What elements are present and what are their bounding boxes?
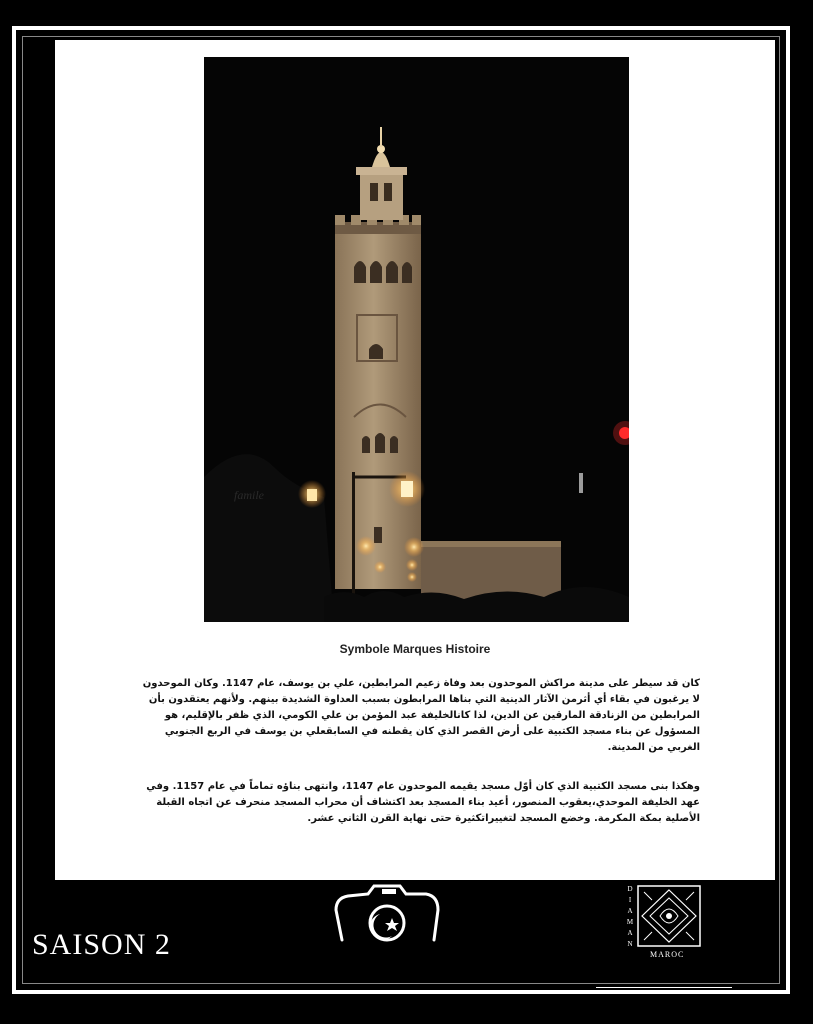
logo-letter: I [628,896,632,904]
logo-underline [596,987,732,988]
logo-letter: A [627,907,633,915]
logo-letter: A [627,929,633,937]
diamant-maroc-logo-icon [622,884,706,960]
paragraph-2: وهكذا بنى مسجد الكتبية الذي كان أوّل مسجد يقيمه الموحدون عام 1147، وانتهى بناؤه تماماً في عام 1157. وفي عهد الخليفة الموحدي،يعقوب المنصور، أعيد بناء المسجد بعد اكتشاف أن محراب المسجد منحرف عن اتجاه القبلة الأصلية بمكة المكرمة. وخضع المسجد لتغييراتكثيرة حتى نهاية القرن الثاني عشر. [146,781,700,824]
logo-word-maroc: MAROC [650,950,685,959]
paragraph-1: كان قد سيطر على مدينة مراكش الموحدون بعد وفاة زعيم المرابطين، علي بن يوسف، عام 1147. وكان الموحدون لا يرغبون في بقاء أي أثرمن الآثار الدينية التي بناها المرابطون بسبب العداوة الشديدة بينهم. ولأنهم يعتقدون بأن المرابطين من الزنادقة المارقين عن الدين، لذا كانالخليفة عبد المؤمن بن علي الكومي، الذي ظفر بالإقليم، هو المسؤول عن بناء مسجد الكتبية على أرض القصر الذي كان يقطنه في السابقعلي بن يوسف في الربع الجنوبي الغربي من المدينة. [142,678,700,753]
logo-letter: D [627,885,633,893]
logo-letter: N [627,940,633,948]
photo-watermark: famile [234,488,264,502]
camera-crescent-star-icon [330,880,442,950]
season-label: SAISON 2 [32,928,171,961]
logo-letter: M [626,918,634,926]
document-page [55,40,775,880]
koutoubia-night-photo [204,57,629,622]
photo-caption: Symbole Marques Histoire [339,642,491,656]
